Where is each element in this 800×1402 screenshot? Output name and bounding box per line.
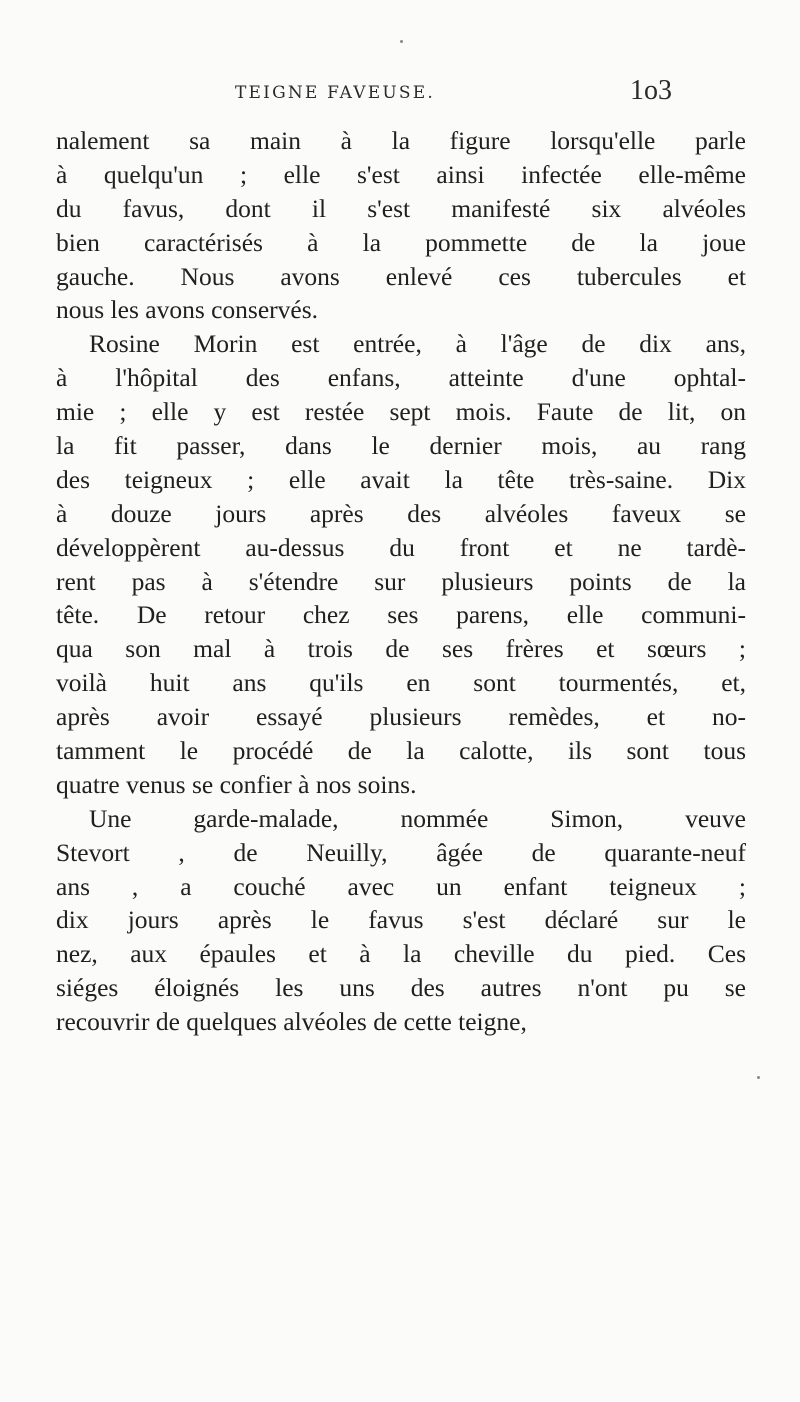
text-line: bien caractérisés à la pommette de la joue [56,227,746,257]
text-line: après avoir essayé plusieurs remèdes, et no- [56,702,746,732]
text-line: gauche. Nous avons enlevé ces tubercules et [56,261,746,291]
text-line: ans , a couché avec un enfant teigneux ; [56,871,746,901]
running-head [0,75,800,108]
running-title: TEIGNE FAVEUSE. [235,83,435,103]
text-line: recouvrir de quelques alvéoles de cette teigne, [56,1007,527,1037]
text-line: rent pas à s'étendre sur plusieurs points de la [56,566,746,596]
text-line: tamment le procédé de la calotte, ils sont tous [56,736,746,766]
text-line: du favus, dont il s'est manifesté six alvéoles [56,193,746,223]
text-line: développèrent au-dessus du front et ne tardè- [56,532,746,562]
text-line: voilà huit ans qu'ils en sont tourmentés, et, [56,668,746,698]
paper-speck [400,40,403,43]
text-line: Une garde-malade, nommée Simon, veuve [89,803,746,833]
text-line: à douze jours après des alvéoles faveux se [56,498,746,528]
text-line: quatre venus se confier à nos soins. [56,769,417,799]
text-line: à quelqu'un ; elle s'est ainsi infectée elle-même [56,159,746,189]
text-line: siéges éloignés les uns des autres n'ont pu se [56,973,746,1003]
text-line: des teigneux ; elle avait la tête très-saine. Dix [56,464,746,494]
paper-speck [757,1076,760,1079]
text-line: à l'hôpital des enfans, atteinte d'une ophtal- [56,363,746,393]
text-line: Rosine Morin est entrée, à l'âge de dix ans, [89,329,746,359]
text-line: Stevort , de Neuilly, âgée de quarante-neuf [56,837,746,867]
text-line: dix jours après le favus s'est déclaré sur le [56,905,746,935]
text-line: tête. De retour chez ses parens, elle communi- [56,600,746,630]
text-line: nous les avons conservés. [56,295,319,325]
text-line: nalement sa main à la figure lorsqu'elle parle [56,126,746,155]
text-line: la fit passer, dans le dernier mois, au rang [56,431,746,461]
text-line: qua son mal à trois de ses frères et sœurs ; [56,634,746,664]
page-number: 1o3 [630,75,672,106]
text-line: nez, aux épaules et à la cheville du pied. Ces [56,939,746,969]
body-text [56,124,746,1039]
text-line: mie ; elle y est restée sept mois. Faute de lit, on [56,397,746,427]
